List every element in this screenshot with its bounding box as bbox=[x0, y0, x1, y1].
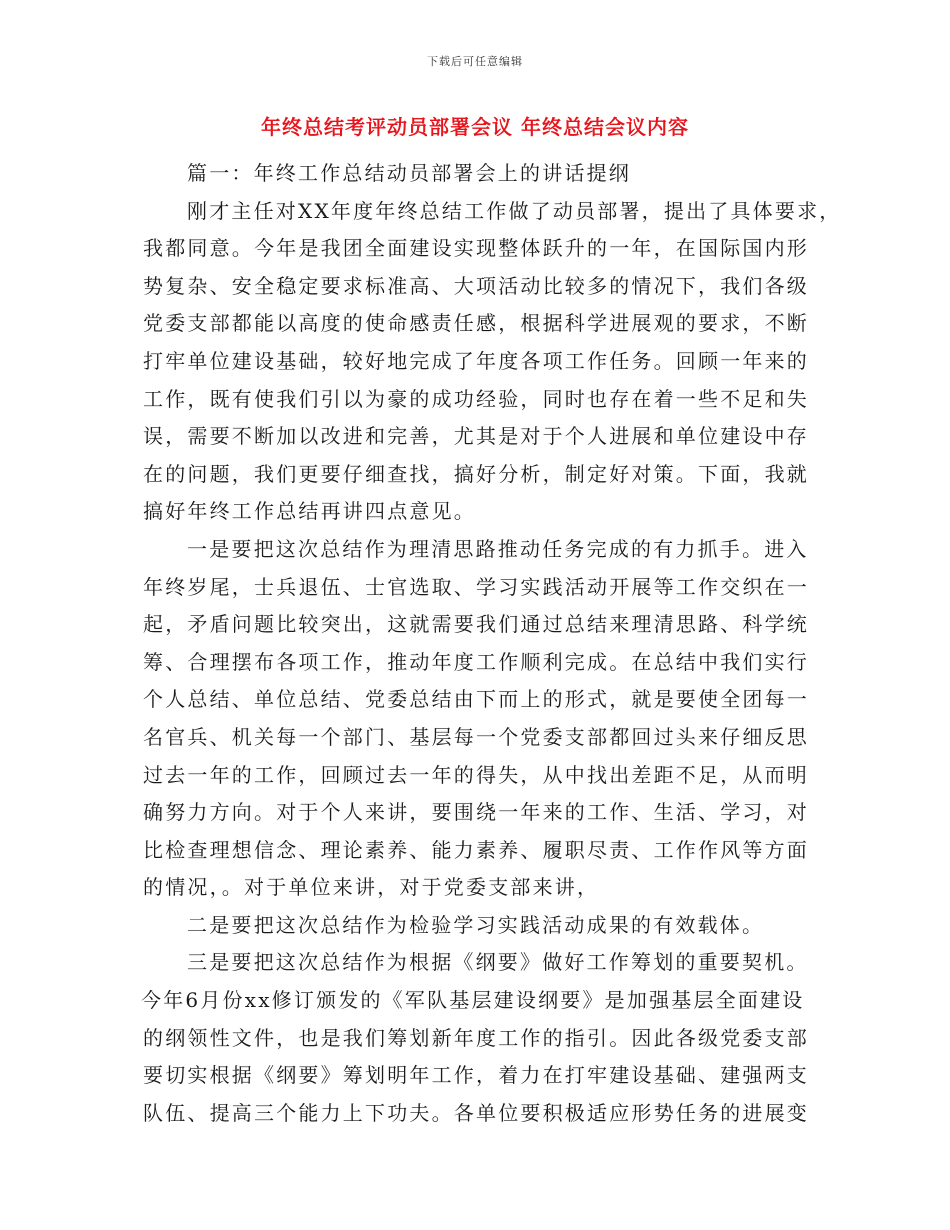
header-note: 下载后可任意编辑 bbox=[427, 55, 523, 68]
text-line: 比检查理想信念、理论素养、能力素养、履职尽责、工作作风等方面 bbox=[143, 837, 809, 862]
text-line: 三是要把这次总结作为根据《纲要》做好工作筹划的重要契机。 bbox=[187, 950, 809, 975]
text-line: 确努力方向。对于个人来讲，要围绕一年来的工作、生活、学习，对 bbox=[143, 800, 809, 825]
text-line: 误，需要不断加以改进和完善，尤其是对于个人进展和单位建设中存 bbox=[143, 424, 809, 449]
text-line: 的纲领性文件，也是我们筹划新年度工作的指引。因此各级党委支部 bbox=[143, 1025, 809, 1050]
text-line: 起，矛盾问题比较突出，这就需要我们通过总结来理清思路、科学统 bbox=[143, 612, 809, 637]
text-line: 一是要把这次总结作为理清思路推动任务完成的有力抓手。进入 bbox=[187, 536, 809, 561]
section-heading: 篇一：年终工作总结动员部署会上的讲话提纲 bbox=[187, 161, 631, 185]
paragraph-4 bbox=[141, 944, 809, 1132]
text-line: 过去一年的工作，回顾过去一年的得失，从中找出差距不足，从而明 bbox=[143, 762, 809, 787]
document-body bbox=[141, 155, 842, 1132]
text-line: 二是要把这次总结作为检验学习实践活动成果的有效载体。 bbox=[187, 912, 765, 937]
text-line: 搞好年终工作总结再讲四点意见。 bbox=[143, 499, 476, 524]
text-line: 要切实根据《纲要》筹划明年工作，着力在打牢建设基础、建强两支 bbox=[143, 1063, 809, 1088]
text-line: 势复杂、安全稳定要求标准高、大项活动比较多的情况下，我们各级 bbox=[143, 273, 809, 298]
text-line: 队伍、提高三个能力上下功夫。各单位要积极适应形势任务的进展变 bbox=[143, 1100, 809, 1125]
text-line: 刚才主任对XX年度年终总结工作做了动员部署，提出了具体要求， bbox=[187, 198, 842, 223]
text-line: 的情况，。对于单位来讲，对于党委支部来讲， bbox=[143, 875, 600, 900]
text-line: 在的问题，我们更要仔细查找，搞好分析，制定好对策。下面，我就 bbox=[143, 461, 809, 486]
text-line: 年终岁尾，士兵退伍、士官选取、学习实践活动开展等工作交织在一 bbox=[143, 574, 809, 599]
text-line: 筹、合理摆布各项工作，推动年度工作顺利完成。在总结中我们实行 bbox=[143, 649, 809, 674]
text-line: 打牢单位建设基础，较好地完成了年度各项工作任务。回顾一年来的 bbox=[143, 348, 809, 373]
text-line: 党委支部都能以高度的使命感责任感，根据科学进展观的要求，不断 bbox=[143, 311, 809, 336]
text-line: 今年6月份xx修订颁发的《军队基层建设纲要》是加强基层全面建设 bbox=[141, 988, 805, 1013]
paragraph-3 bbox=[143, 907, 803, 945]
text-line: 我都同意。今年是我团全面建设实现整体跃升的一年，在国际国内形 bbox=[143, 236, 809, 261]
document-title: 年终总结考评动员部署会议 年终总结会议内容 bbox=[261, 115, 689, 139]
text-line: 工作，既有使我们引以为豪的成功经验，同时也存在着一些不足和失 bbox=[143, 386, 809, 411]
paragraph-2 bbox=[143, 531, 809, 907]
paragraph-1 bbox=[143, 193, 842, 531]
text-line: 名官兵、机关每一个部门、基层每一个党委支部都回过头来仔细反思 bbox=[143, 724, 809, 749]
text-line: 个人总结、单位总结、党委总结由下而上的形式，就是要使全团每一 bbox=[143, 687, 809, 712]
